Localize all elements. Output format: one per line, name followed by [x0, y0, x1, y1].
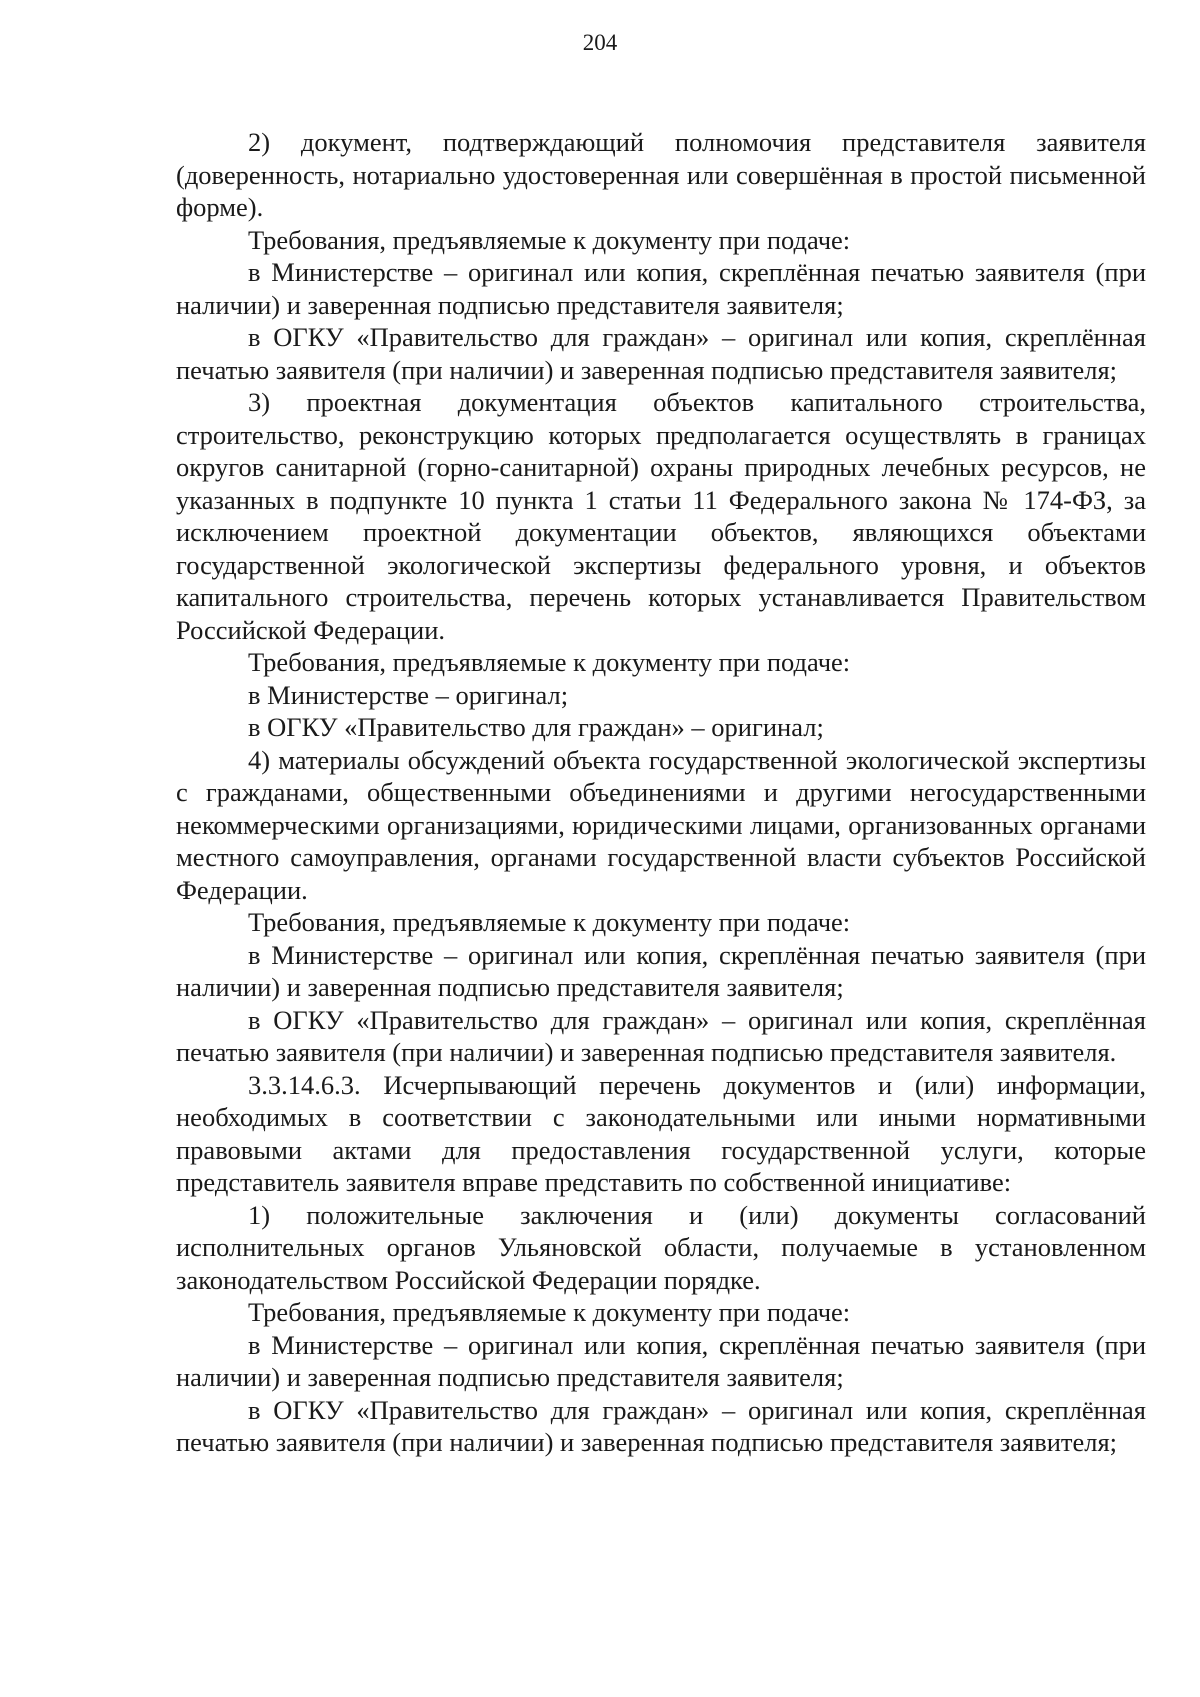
paragraph-ogku-requirement: в ОГКУ «Правительство для граждан» – оригинал или копия, скреплённая печатью заявителя (при наличии) и заверенная подписью представителя заявителя;: [176, 1394, 1146, 1457]
paragraph-item-3-project-documentation: 3) проектная документация объектов капитального строительства, строительство, реконструкцию которых предполагается осуществлять в границах округов санитарной (горно-санитарной) охраны природных лечебных ресурсов, не указанных в подпункте 10 пункта 1 статьи 11 Федерального закона № 174-ФЗ, за исключением проектной документации объектов, являющихся объектами государственной экологической экспертизы федерального уровня, и объектов капитального строительства, перечень которых устанавливается Правительством Российской Федерации.: [176, 387, 1146, 645]
paragraph-item-1-positive-conclusions: 1) положительные заключения и (или) документы согласований исполнительных органов Ульяновской области, получаемые в установленном законодательством Российской Федерации порядке.: [176, 1199, 1146, 1295]
page-number: 204: [582, 30, 618, 55]
paragraph-requirements-heading: Требования, предъявляемые к документу при подаче:: [248, 1297, 851, 1327]
paragraph-ministry-requirement: в Министерстве – оригинал или копия, скреплённая печатью заявителя (при наличии) и заверенная подписью представителя заявителя;: [176, 939, 1146, 1002]
paragraph-requirements-heading: Требования, предъявляемые к документу при подаче:: [248, 224, 851, 255]
paragraph-item-4-discussion-materials: 4) материалы обсуждений объекта государственной экологической экспертизы с гражданами, общественными объединениями и другими негосударственными некоммерческими организациями, юридическими лицами, организованных органами местного самоуправления, органами государственной власти субъектов Российской Федерации.: [176, 744, 1146, 905]
paragraph-requirements-heading: Требования, предъявляемые к документу при подаче:: [248, 647, 851, 677]
paragraph-item-2-representative-document: 2) документ, подтверждающий полномочия представителя заявителя (доверенность, нотариально удостоверенная или совершённая в простой письменной форме).: [176, 127, 1146, 222]
paragraph-requirements-heading: Требования, предъявляемые к документу при подаче:: [248, 907, 851, 937]
paragraph-ogku-requirement: в ОГКУ «Правительство для граждан» – оригинал или копия, скреплённая печатью заявителя (при наличии) и заверенная подписью представителя заявителя.: [176, 1004, 1146, 1067]
paragraph-section-3-3-14-6-3: 3.3.14.6.3. Исчерпывающий перечень документов и (или) информации, необходимых в соответствии с законодательными или иными нормативными правовыми актами для предоставления государственной услуги, которые представитель заявителя вправе представить по собственной инициативе:: [176, 1069, 1146, 1197]
paragraph-ogku-requirement: в ОГКУ «Правительство для граждан» – оригинал;: [248, 712, 824, 742]
paragraph-ministry-requirement: в Министерстве – оригинал или копия, скреплённая печатью заявителя (при наличии) и заверенная подписью представителя заявителя;: [176, 1329, 1146, 1392]
paragraph-ministry-requirement: в Министерстве – оригинал;: [248, 679, 569, 710]
document-body: [176, 126, 1146, 1459]
paragraph-ministry-requirement: в Министерстве – оригинал или копия, скреплённая печатью заявителя (при наличии) и заверенная подписью представителя заявителя;: [176, 257, 1146, 320]
paragraph-ogku-requirement: в ОГКУ «Правительство для граждан» – оригинал или копия, скреплённая печатью заявителя (при наличии) и заверенная подписью представителя заявителя;: [176, 322, 1146, 385]
